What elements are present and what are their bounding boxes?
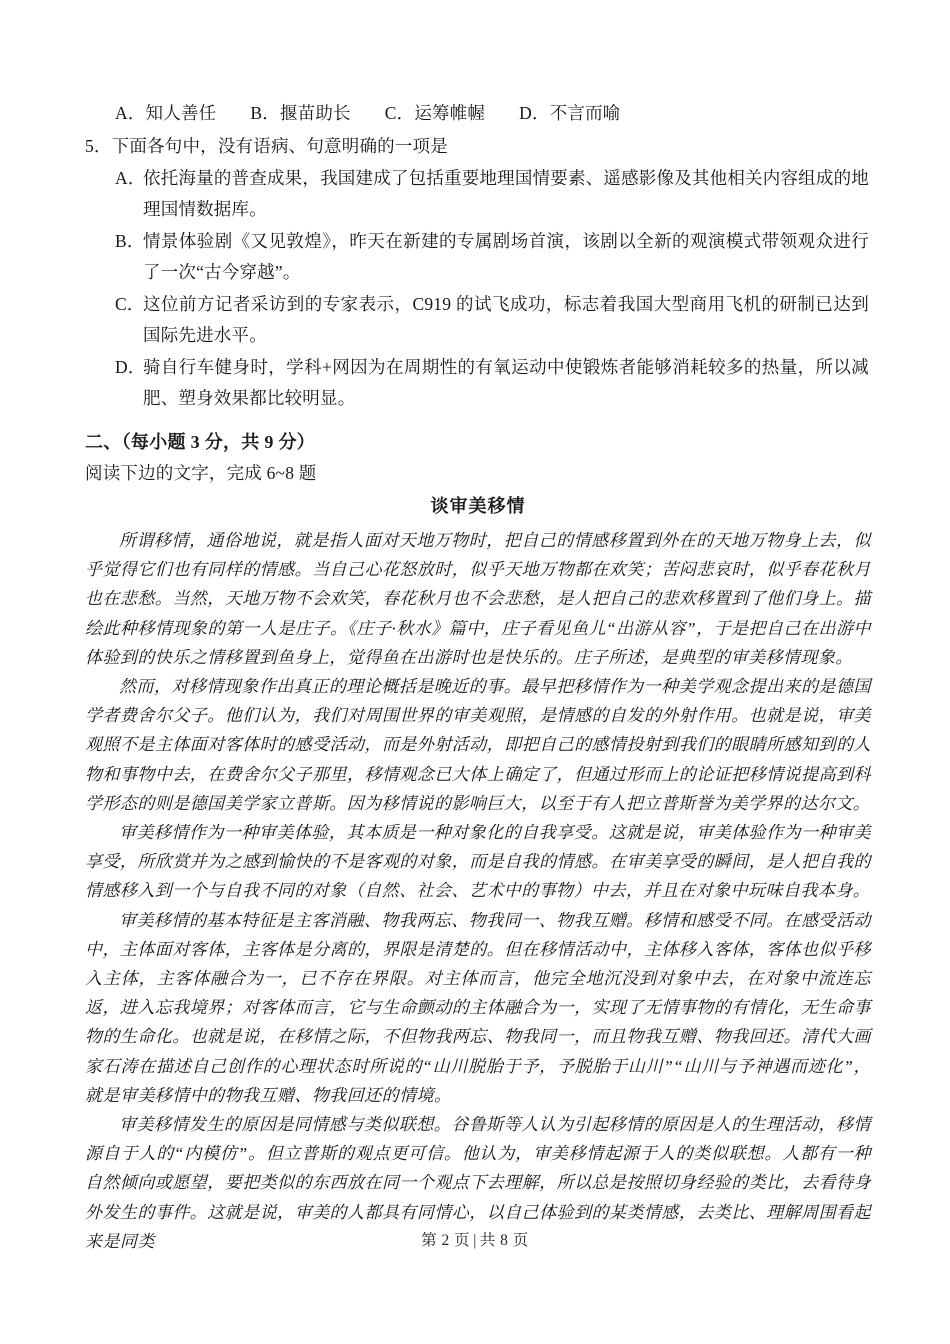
question-5: [85, 131, 871, 414]
page-footer: [0, 1228, 950, 1250]
question-4-choice-row: [85, 98, 871, 128]
q4-option-d-text: 不言而喻: [549, 103, 621, 123]
article-paragraph: 审美移情发生的原因是同情感与类似联想。谷鲁斯等人认为引起移情的原因是人的生理活动，移情源自于人的“内模仿”。但立普斯的观点更可信。他认为，审美移情起源于人的类似联想。人都有一种自然倾向或愿望，要把类似的东西放在同一个观点下去理解，所以总是按照切身经验的类比，去看待身外发生的事件。这就是说，审美的人都具有同情心，以自己体验到的某类情感，去类比、理解周围看起来是同类: [85, 1115, 871, 1251]
question-5-option-b-text: 情景体验剧《又见敦煌》，昨天在新建的专属剧场首演，该剧以全新的观演模式带领观众进行了一次“古今穿越”。: [143, 231, 869, 282]
footer-page-total: 共 8 页: [479, 1232, 529, 1249]
q4-option-c[interactable]: [385, 98, 485, 128]
question-5-option-b-label: B．: [115, 231, 145, 251]
question-5-option-c-text: 这位前方记者采访到的专家表示，C919 的试飞成功，标志着我国大型商用飞机的研制已达到国际先进水平。: [143, 294, 869, 345]
question-5-option-d-label: D．: [115, 357, 146, 377]
article-paragraph: 审美移情作为一种审美体验，其本质是一种对象化的自我享受。这就是说，审美体验作为一种审美享受，所欣赏并为之感到愉快的不是客观的对象，而是自我的情感。在审美享受的瞬间，是人把自我的情感移入到一个与自我不同的对象（自然、社会、艺术中的事物）中去，并且在对象中玩味自我本身。: [85, 823, 871, 901]
q4-option-c-text: 运筹帷幄: [414, 103, 486, 123]
question-5-option-a-label: A．: [115, 168, 146, 188]
question-5-option-c[interactable]: [85, 289, 871, 351]
article-paragraph: 审美移情的基本特征是主客消融、物我两忘、物我同一、物我互赠。移情和感受不同。在感受活动中，主体面对客体，主客体是分离的，界限是清楚的。但在移情活动中，主体移入客体，客体也似乎移入主体，主客体融合为一，已不存在界限。对主体而言，他完全地沉没到对象中去，在对象中流连忘返，进入忘我境界；对客体而言，它与生命颤动的主体融合为一，实现了无情事物的有情化，无生命事物的生命化。也就是说，在移情之际，不但物我两忘、物我同一，而且物我互赠、物我回还。清代大画家石涛在描述自己创作的心理状态时所说的“山川脱胎于予，予脱胎于山川”“山川与予神遇而迹化”，就是审美移情中的物我互赠、物我回还的情境。: [85, 910, 871, 1105]
q4-option-a-text: 知人善任: [145, 103, 217, 123]
question-4-choices: [85, 98, 871, 128]
article-title: 谈审美移情: [430, 496, 526, 516]
q4-option-d[interactable]: [519, 98, 620, 128]
q4-option-a-label: A．: [115, 103, 146, 123]
article-paragraph: 然而，对移情现象作出真正的理论概括是晚近的事。最早把移情作为一种美学观念提出来的是德国学者费舍尔父子。他们认为，我们对周围世界的审美观照，是情感的自发的外射作用。也就是说，审美观照不是主体面对客体时的感受活动，而是外射活动，即把自己的感情投射到我们的眼睛所感知到的人物和事物中去，在费舍尔父子那里，移情观念已大体上确定了，但通过形而上的论证把移情说提高到科学形态的则是德国美学家立普斯。因为移情说的影响巨大，以至于有人把立普斯誉为美学界的达尔文。: [85, 677, 871, 813]
question-5-option-d[interactable]: [85, 352, 871, 414]
footer-page-number: 第 2 页: [421, 1232, 471, 1249]
article-paragraph: 所谓移情，通俗地说，就是指人面对天地万物时，把自己的情感移置到外在的天地万物身上去，似乎觉得它们也有同样的情感。当自己心花怒放时，似乎天地万物都在欢笑；苦闷悲哀时，似乎春花秋月也在悲愁。当然，天地万物不会欢笑，春花秋月也不会悲愁，是人把自己的悲欢移置到了他们身上。描绘此种移情现象的第一人是庄子。《庄子·秋水》篇中，庄子看见鱼儿“出游从容”，于是把自己在出游中体验到的快乐之情移置到鱼身上，觉得鱼在出游时也是快乐的。庄子所述，是典型的审美移情现象。: [85, 531, 871, 667]
section-2-heading: 二、（每小题 3 分，共 9 分）: [85, 432, 316, 452]
q4-option-c-label: C．: [384, 103, 415, 123]
q4-option-b-label: B．: [250, 103, 280, 123]
question-5-option-d-text: 骑自行车健身时，学科+网因为在周期性的有氧运动中使锻炼者能够消耗较多的热量，所以减肥、塑身效果都比较明显。: [143, 357, 869, 408]
page-content: [85, 98, 871, 1256]
question-5-stem: 5．下面各句中，没有语病、句意明确的一项是: [85, 136, 448, 156]
question-5-option-a-text: 依托海量的普查成果，我国建成了包括重要地理国情要素、遥感影像及其他相关内容组成的地理国情数据库。: [143, 168, 869, 219]
question-5-option-a[interactable]: [85, 163, 871, 225]
question-5-option-b[interactable]: [85, 226, 871, 288]
article-body: [85, 526, 871, 1256]
q4-option-d-label: D．: [519, 103, 550, 123]
q4-option-b[interactable]: [250, 98, 350, 128]
question-5-option-c-label: C．: [115, 294, 145, 314]
section-2-lead: 阅读下边的文字，完成 6~8 题: [85, 463, 317, 483]
q4-option-b-text: 揠苗助长: [279, 103, 351, 123]
q4-option-a[interactable]: [115, 98, 216, 128]
footer-separator: |: [473, 1232, 477, 1249]
